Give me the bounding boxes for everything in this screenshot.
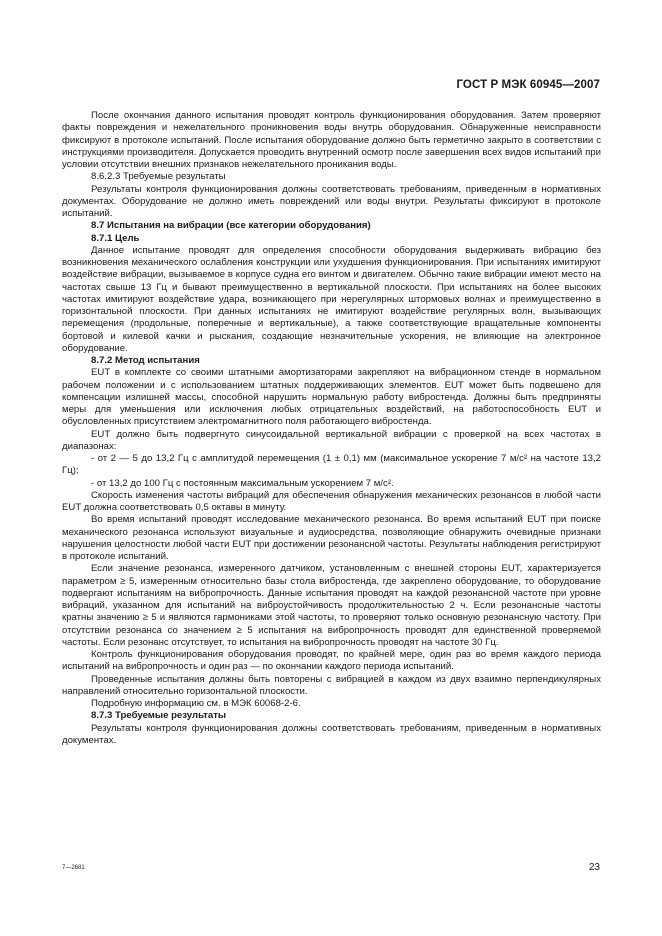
document-id-header: ГОСТ Р МЭК 60945—2007 [456,79,600,91]
body-paragraph: Подробную информацию см. в МЭК 60068-2-6. [91,698,301,709]
list-item: - от 2 — 5 до 13,2 Гц с амплитудой перемещения (1 ± 0,1) мм (максимальное ускорение 7 м/с² на частоте 13,2 Гц); [62,453,601,477]
list-item: - от 13,2 до 100 Гц с постоянным максимальным ускорением 7 м/с². [91,477,394,489]
body-paragraph: Во время испытаний проводят исследование механического резонанса. Во время испытаний EUT при поиске механического резонанса используют визуальные и аудиосредства, позволяющие обнаружить очевидные признаки нарушения целостности любой части EUT при достижении резонансной частоты. Результаты наблюдения регистрируют в протоколе испытаний. [62,514,601,562]
body-paragraph: Результаты контроля функционирования должны соответствовать требованиям, приведенным в нормативных документах. Оборудование не должно иметь повреждений или воды внутри. Результаты фиксируют в протоколе испытаний. [62,183,601,219]
body-paragraph: EUT в комплекте со своими штатными амортизаторами закрепляют на вибрационном стенде в нормальном рабочем положении и с использованием штатных поддерживающих элементов. EUT может быть подвешено для компенсации излишней массы, способной нарушить нормальную работу вибростенда. Должны быть предприняты меры для уменьшения или исключения любых отрицательных воздействий, на работоспособность EUT и обусловленных присутствием электромагнитного поля работающего вибростенда. [62,367,601,428]
print-code: 7—2681 [62,865,85,871]
page-number: 23 [588,862,600,873]
body-paragraph: Данное испытание проводят для определения способности оборудования выдерживать вибрацию без возникновения механического ослабления конструкции или ухудшения функционирования. При испытаниях имитируют воздействие вибрации, вызываемое в корпусе судна его винтом и двигателем. Обычно такие вибрации имеют место на частотах свыше 13 Гц и бывают преимущественно в вертикальной плоскости. При испытаниях на более высоких частотах имитируют воздействие удара, возникающего при нерегулярных штормовых волнах и преимущественно в горизонтальной плоскости. При данных испытаниях не имитируют воздействие регулярных волн, вызывающих перемещения (продольные, поперечные и вертикальные), а также соответствующие вращательные компоненты бортовой и килевой качки и рыскания, создающие незначительные ускорения, не влияющие на электронное оборудование. [62,244,601,354]
body-paragraph: Результаты контроля функционирования должны соответствовать требованиям, приведенным в нормативных документах. [62,722,601,746]
subsection-heading: 8.7.1 Цель [91,232,140,244]
body-paragraph: Контроль функционирования оборудования проводят, по крайней мере, один раз во время каждого периода испытаний на вибропрочность и один раз — по окончании каждого периода испытаний. [62,649,601,673]
body-paragraph: Если значение резонанса, измеренного датчиком, установленным с внешней стороны EUT, характеризуется параметром ≥ 5, измеренным относительно базы стола вибростенда, где закреплено оборудование, то оборудование подвергают испытаниям на вибропрочность. Данные испытания проводят на каждой резонансной частоте при уровне вибраций, указанном для испытаний на виброустойчивость продолжительностью 2 ч. Если резонансные частоты кратны значению ≥ 5 и являются гармониками этой частоты, то проверяют только основную резонансную частоту. При отсутствии резонанса со значением ≥ 5 испытания на вибропрочность проводят для единственной проверяемой частоты. Если резонанс отсутствует, то испытания на вибропрочность проводят на частоте 30 Гц. [62,563,601,648]
subsection-heading: 8.6.2.3 Требуемые результаты [91,171,226,183]
body-paragraph: EUT должно быть подвергнуто синусоидальной вертикальной вибрации с проверкой на всех частотах в диапазонах: [62,428,601,452]
body-paragraph: После окончания данного испытания проводят контроль функционирования оборудования. Затем проверяют факты повреждения и нежелательного проникновения воды внутрь оборудования. Обнаруженные неисправности фиксируют в протоколе испытаний. После испытания оборудование должно быть герметично закрыто в соответствии с инструкциями производителя. Допускается проводить внутренний осмотр после завершения всех видов испытаний при условии отсутствии внешних признаков нежелательного проникания воды. [62,110,601,170]
subsection-heading: 8.7.3 Требуемые результаты [91,710,227,722]
section-heading: 8.7 Испытания на вибрации (все категории оборудования) [91,220,371,232]
subsection-heading: 8.7.2 Метод испытания [91,355,200,366]
document-body [62,110,601,747]
body-paragraph: Проведенные испытания должны быть повторены с вибрацией в каждом из двух взаимно перпендикулярных направлений относительно горизонтальной плоскости. [62,673,601,697]
body-paragraph: Скорость изменения частоты вибраций для обеспечения обнаружения механических резонансов в любой части EUT должна соответствовать 0,5 октавы в минуту. [62,489,601,513]
